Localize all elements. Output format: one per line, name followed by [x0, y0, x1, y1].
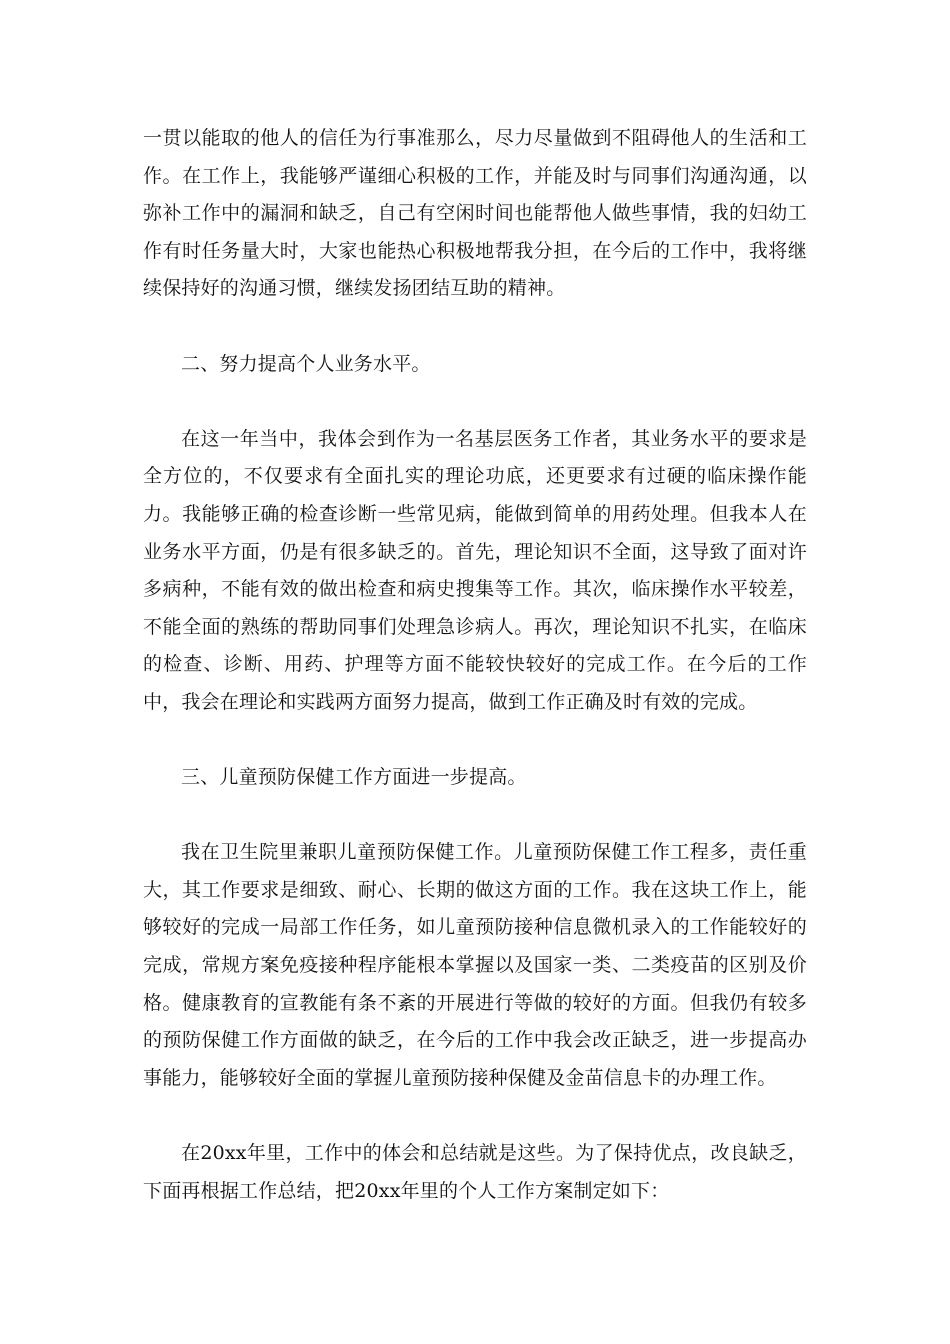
paragraph-spacer [143, 1097, 807, 1135]
paragraph-spacer [143, 797, 807, 835]
section-heading-business-level: 二、努力提高个人业务水平。 [181, 352, 431, 375]
paragraph-spacer [143, 383, 807, 421]
document-body [143, 120, 807, 1210]
paragraph-business-level: 在这一年当中，我体会到作为一名基层医务工作者，其业务水平的要求是全方位的，不仅要求有全面扎实的理论功底，还更要求有过硬的临床操作能力。我能够正确的检查诊断一些常见病，能做到简单的用药处理。但我本人在业务水平方面，仍是有很多缺乏的。首先，理论知识不全面，这导致了面对许多病种，不能有效的做出检查和病史搜集等工作。其次，临床操作水平较差，不能全面的熟练的帮助同事们处理急诊病人。再次，理论知识不扎实，在临床的检查、诊断、用药、护理等方面不能较快较好的完成工作。在今后的工作中，我会在理论和实践两方面努力提高，做到工作正确及时有效的完成。 [143, 427, 807, 713]
paragraph-spacer [143, 722, 807, 760]
paragraph-summary-plan: 在20xx年里，工作中的体会和总结就是这些。为了保持优点，改良缺乏，下面再根据工作总结，把20xx年里的个人工作方案制定如下： [143, 1142, 807, 1202]
section-heading-child-health: 三、儿童预防保健工作方面进一步提高。 [181, 766, 527, 789]
paragraph-child-health: 我在卫生院里兼职儿童预防保健工作。儿童预防保健工作工程多，责任重大，其工作要求是细致、耐心、长期的做这方面的工作。我在这块工作上，能够较好的完成一局部工作任务，如儿童预防接种信息微机录入的工作能较好的完成，常规方案免疫接种程序能根本掌握以及国家一类、二类疫苗的区别及价格。健康教育的宣教能有条不紊的开展进行等做的较好的方面。但我仍有较多的预防保健工作方面做的缺乏，在今后的工作中我会改正缺乏，进一步提高办事能力，能够较好全面的掌握儿童预防接种保健及金苗信息卡的办理工作。 [143, 841, 807, 1089]
paragraph-spacer [143, 308, 807, 346]
paragraph-teamwork: 一贯以能取的他人的信任为行事准那么，尽力尽量做到不阻碍他人的生活和工作。在工作上，我能够严谨细心积极的工作，并能及时与同事们沟通沟通，以弥补工作中的漏洞和缺乏，自己有空闲时间也能帮他人做些事情，我的妇幼工作有时任务量大时，大家也能热心积极地帮我分担，在今后的工作中，我将继续保持好的沟通习惯，继续发扬团结互助的精神。 [143, 127, 807, 300]
